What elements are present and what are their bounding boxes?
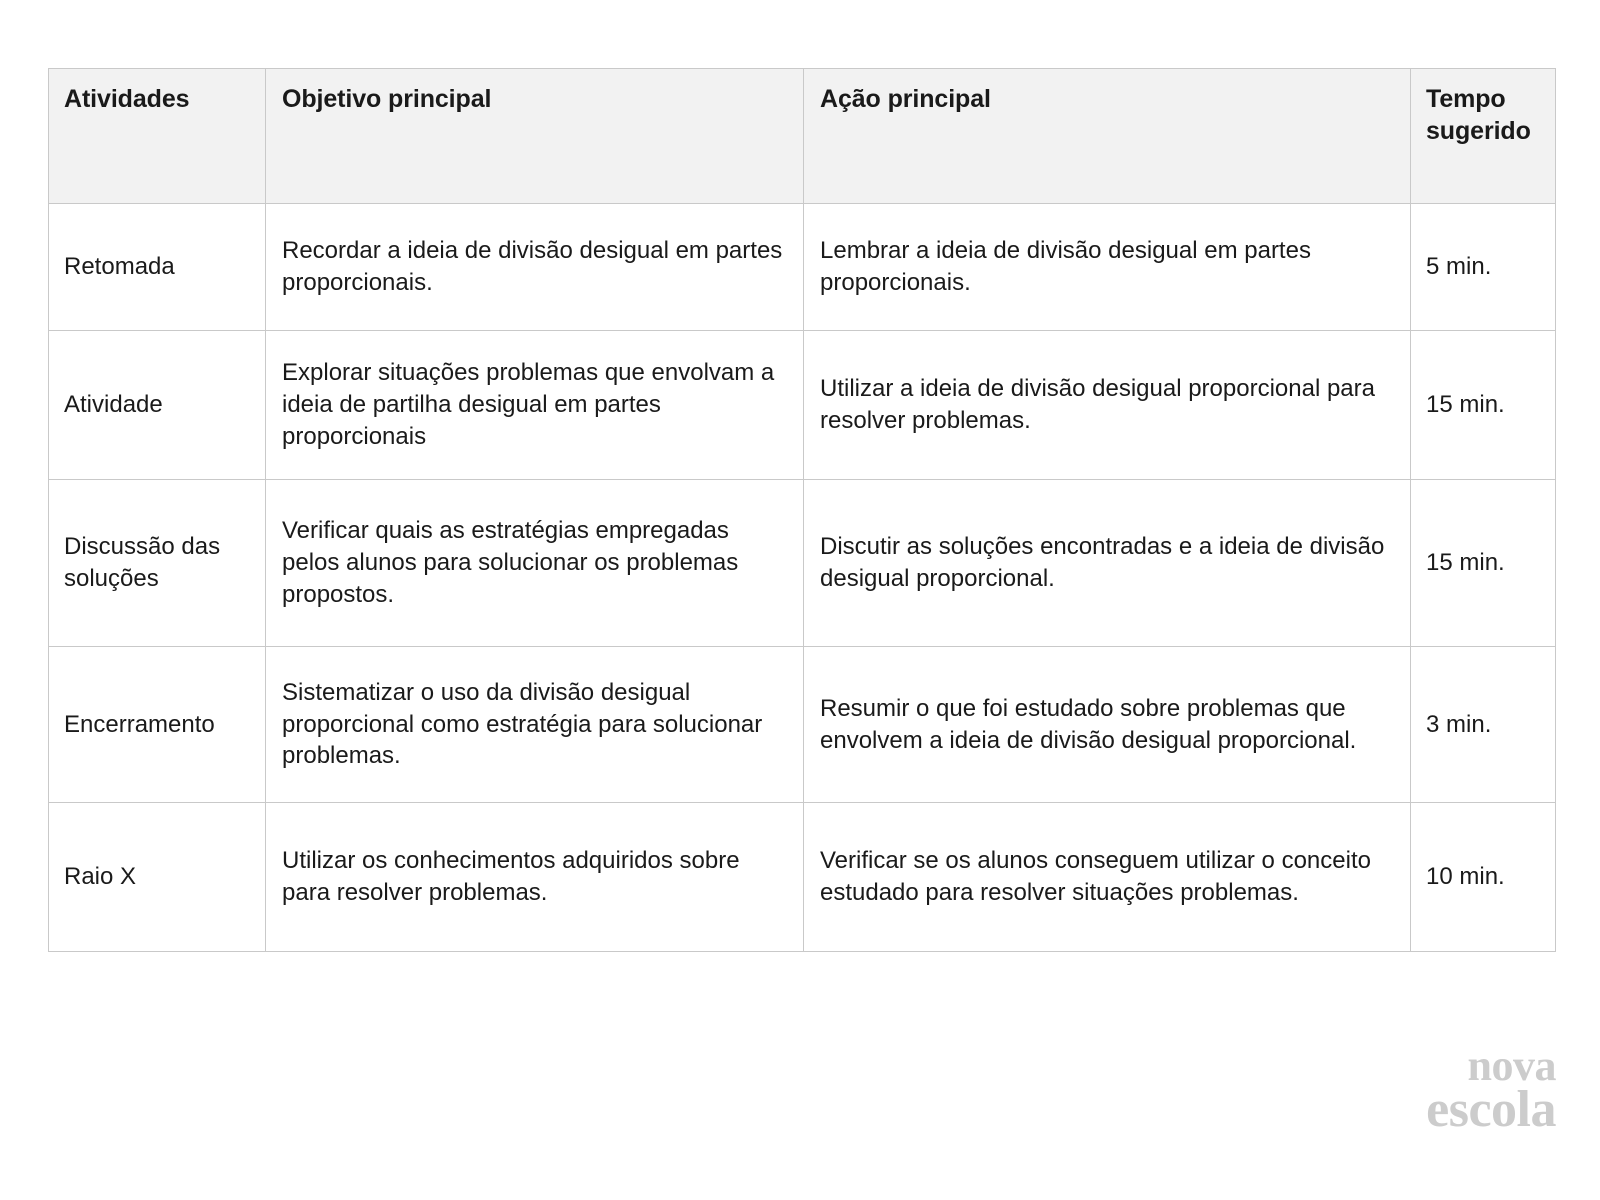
table-header-row [49,69,1556,204]
nova-escola-logo [1426,1040,1556,1139]
table-row [49,480,1556,647]
cell-time: 15 min. [1411,331,1556,480]
column-header-objetivo-principal: Objetivo principal [266,69,804,204]
column-header-acao-principal: Ação principal [804,69,1411,204]
cell-activity: Retomada [49,204,266,331]
cell-action: Verificar se os alunos conseguem utilizar o conceito estudado para resolver situações problemas. [804,803,1411,952]
cell-action: Utilizar a ideia de divisão desigual proporcional para resolver problemas. [804,331,1411,480]
cell-objective: Utilizar os conhecimentos adquiridos sobre para resolver problemas. [266,803,804,952]
cell-time: 3 min. [1411,647,1556,803]
table-row [49,331,1556,480]
brand-line-nova: nova [1467,1040,1556,1090]
cell-activity: Encerramento [49,647,266,803]
cell-action: Lembrar a ideia de divisão desigual em partes proporcionais. [804,204,1411,331]
column-header-tempo-sugerido: Tempo sugerido [1411,69,1556,204]
lesson-plan-table [48,68,1556,952]
table-header [49,69,1556,204]
cell-objective: Explorar situações problemas que envolvam a ideia de partilha desigual em partes proporcionais [266,331,804,480]
cell-time: 10 min. [1411,803,1556,952]
cell-activity: Discussão das soluções [49,480,266,647]
brand-line-escola: escola [1426,1081,1556,1139]
cell-activity: Atividade [49,331,266,480]
cell-action: Resumir o que foi estudado sobre problemas que envolvem a ideia de divisão desigual proporcional. [804,647,1411,803]
column-header-atividades: Atividades [49,69,266,204]
table-row [49,204,1556,331]
table-row [49,647,1556,803]
cell-time: 5 min. [1411,204,1556,331]
table-body [49,204,1556,952]
cell-objective: Verificar quais as estratégias empregadas pelos alunos para solucionar os problemas propostos. [266,480,804,647]
cell-activity: Raio X [49,803,266,952]
table-row [49,803,1556,952]
cell-objective: Sistematizar o uso da divisão desigual proporcional como estratégia para solucionar problemas. [266,647,804,803]
cell-time: 15 min. [1411,480,1556,647]
cell-action: Discutir as soluções encontradas e a ideia de divisão desigual proporcional. [804,480,1411,647]
cell-objective: Recordar a ideia de divisão desigual em partes proporcionais. [266,204,804,331]
